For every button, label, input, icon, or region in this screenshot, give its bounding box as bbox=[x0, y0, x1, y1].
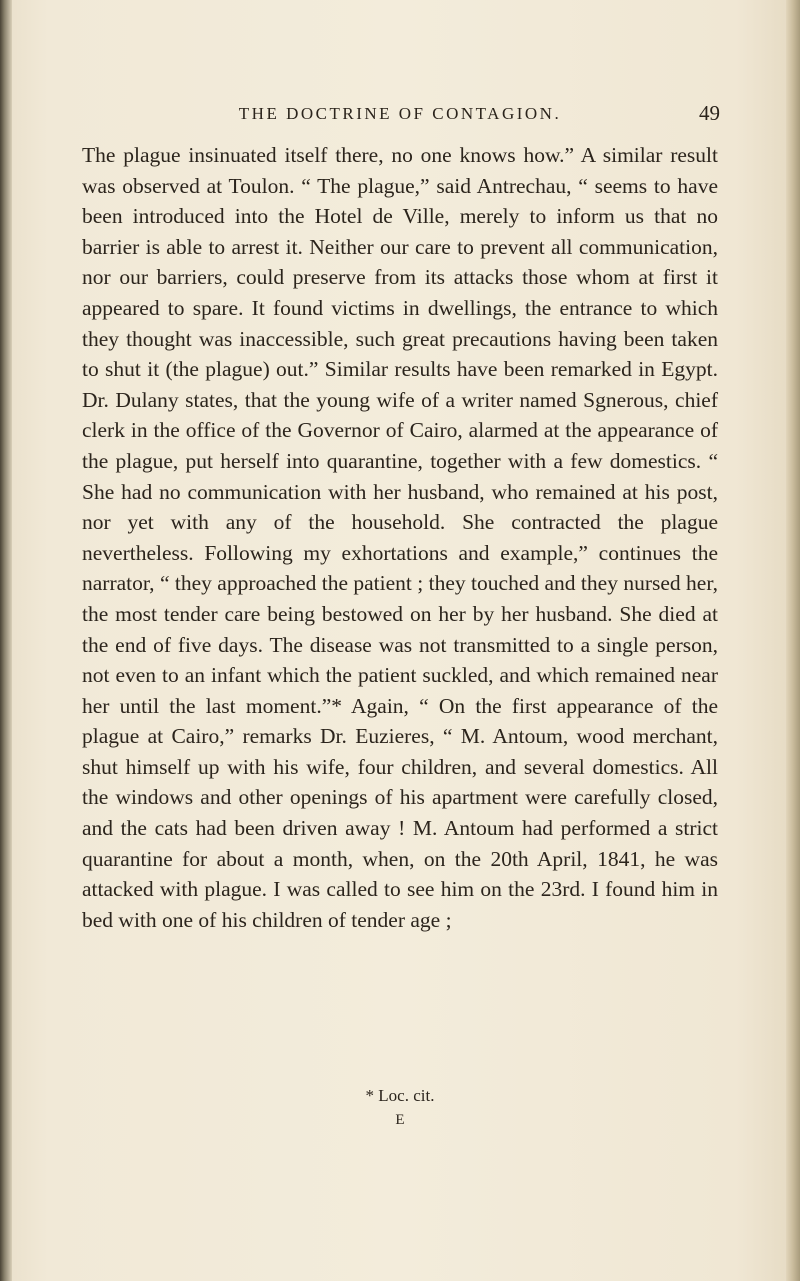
page-fore-edge bbox=[786, 0, 800, 1281]
page-binding-edge bbox=[0, 0, 12, 1281]
body-paragraph: The plague insinuated itself there, no one knows how.” A similar result was observed at Toulon. “ The plague,” said Antrechau, “ seems to have been introduced into the Hotel de Ville, merely to inform us that no barrier is able to arrest it. Neither our care to prevent all communication, nor our barriers, could preserve from its attacks those whom at first it appeared to spare. It found victims in dwellings, the entrance to which they thought was inaccessible, such great precautions having been taken to shut it (the plague) out.” Similar results have been remarked in Egypt. Dr. Dulany states, that the young wife of a writer named Sgnerous, chief clerk in the office of the Governor of Cairo, alarmed at the appearance of the plague, put herself into quarantine, together with a few domestics. “ She had no communication with her husband, who remained at his post, nor yet with any of the household. She contracted the plague nevertheless. Following my exhortations and example,” continues the narrator, “ they approached the patient ; they touched and they nursed her, the most tender care being bestowed on her by her husband. She died at the end of five days. The disease was not transmitted to a single person, not even to an infant which the patient suckled, and which remained near her until the last moment.”* Again, “ On the first appearance of the plague at Cairo,” remarks Dr. Euzieres, “ M. Antoum, wood merchant, shut himself up with his wife, four children, and several domestics. All the windows and other openings of his apartment were carefully closed, and the cats had been driven away ! M. Antoum had performed a strict quarantine for about a month, when, on the 20th April, 1841, he was attacked with plague. I was called to see him on the 23rd. I found him in bed with one of his children of tender age ; bbox=[82, 143, 718, 932]
running-title: THE DOCTRINE OF CONTAGION. bbox=[238, 104, 562, 123]
signature-mark: E bbox=[395, 1112, 405, 1128]
body-text bbox=[82, 140, 718, 935]
page-number: 49 bbox=[699, 101, 720, 125]
running-head bbox=[80, 101, 720, 134]
footnote: * Loc. cit. bbox=[365, 1086, 435, 1105]
